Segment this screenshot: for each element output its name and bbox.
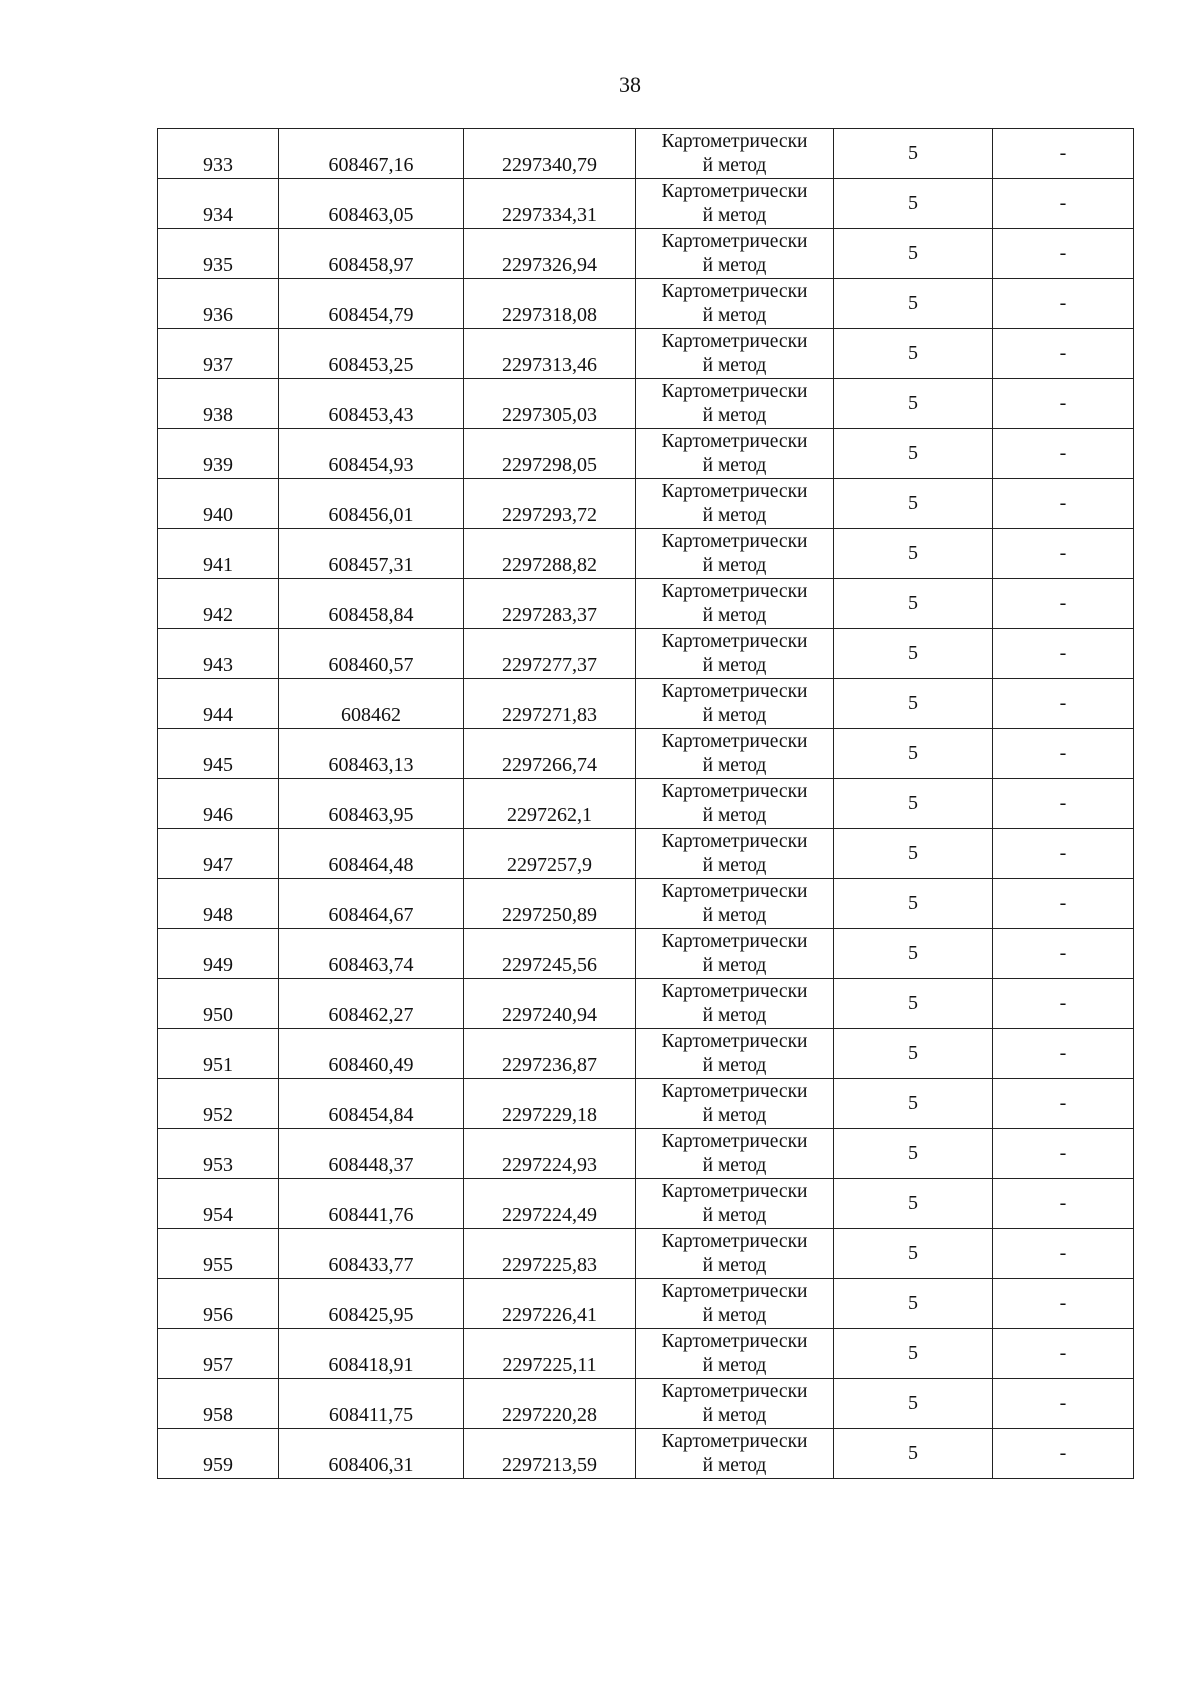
- x-coordinate-cell: 608463,95: [279, 779, 464, 829]
- method-text-line-1: Картометрически: [661, 780, 808, 802]
- method-text-line-2: й метод: [702, 804, 767, 826]
- method-text-line-1: Картометрически: [661, 130, 808, 152]
- y-coordinate-cell: 2297340,79: [464, 129, 636, 179]
- method-text-line-2: й метод: [702, 454, 767, 476]
- accuracy-cell: 5: [834, 1329, 993, 1379]
- method-text-line-2: й метод: [702, 704, 767, 726]
- x-coordinate-cell: 608441,76: [279, 1179, 464, 1229]
- note-cell: -: [993, 629, 1134, 679]
- coordinates-table-body: [158, 129, 1134, 1479]
- point-number-cell: 953: [158, 1129, 279, 1179]
- method-text-line-2: й метод: [702, 1004, 767, 1026]
- accuracy-cell: 5: [834, 779, 993, 829]
- method-text-line-1: Картометрически: [661, 480, 808, 502]
- x-coordinate-cell: 608456,01: [279, 479, 464, 529]
- note-cell: -: [993, 1329, 1134, 1379]
- method-cell: [636, 679, 834, 729]
- note-cell: -: [993, 1179, 1134, 1229]
- note-cell: -: [993, 329, 1134, 379]
- note-cell: -: [993, 829, 1134, 879]
- method-text-line-2: й метод: [702, 504, 767, 526]
- method-cell: [636, 529, 834, 579]
- point-number-cell: 955: [158, 1229, 279, 1279]
- x-coordinate-cell: 608462: [279, 679, 464, 729]
- method-text-line-1: Картометрически: [661, 230, 808, 252]
- note-cell: -: [993, 579, 1134, 629]
- method-text-line-2: й метод: [702, 1404, 767, 1426]
- accuracy-cell: 5: [834, 179, 993, 229]
- point-number-cell: 943: [158, 629, 279, 679]
- y-coordinate-cell: 2297225,83: [464, 1229, 636, 1279]
- y-coordinate-cell: 2297240,94: [464, 979, 636, 1029]
- point-number-cell: 948: [158, 879, 279, 929]
- y-coordinate-cell: 2297298,05: [464, 429, 636, 479]
- method-cell: [636, 1379, 834, 1429]
- point-number-cell: 944: [158, 679, 279, 729]
- method-text-line-1: Картометрически: [661, 1230, 808, 1252]
- table-row: [158, 429, 1134, 479]
- accuracy-cell: 5: [834, 729, 993, 779]
- accuracy-cell: 5: [834, 1079, 993, 1129]
- table-row: [158, 179, 1134, 229]
- method-text-line-1: Картометрически: [661, 1030, 808, 1052]
- x-coordinate-cell: 608411,75: [279, 1379, 464, 1429]
- note-cell: -: [993, 779, 1134, 829]
- method-text-line-2: й метод: [702, 1204, 767, 1226]
- note-cell: -: [993, 229, 1134, 279]
- point-number-cell: 950: [158, 979, 279, 1029]
- method-cell: [636, 1329, 834, 1379]
- method-cell: [636, 229, 834, 279]
- table-row: [158, 829, 1134, 879]
- method-cell: [636, 1429, 834, 1479]
- method-cell: [636, 829, 834, 879]
- note-cell: -: [993, 179, 1134, 229]
- accuracy-cell: 5: [834, 1029, 993, 1079]
- table-row: [158, 1029, 1134, 1079]
- x-coordinate-cell: 608464,67: [279, 879, 464, 929]
- method-text-line-1: Картометрически: [661, 1130, 808, 1152]
- y-coordinate-cell: 2297277,37: [464, 629, 636, 679]
- table-row: [158, 1229, 1134, 1279]
- x-coordinate-cell: 608458,84: [279, 579, 464, 629]
- method-text-line-2: й метод: [702, 954, 767, 976]
- x-coordinate-cell: 608457,31: [279, 529, 464, 579]
- method-text-line-1: Картометрически: [661, 1180, 808, 1202]
- method-text-line-1: Картометрически: [661, 530, 808, 552]
- accuracy-cell: 5: [834, 879, 993, 929]
- method-cell: [636, 779, 834, 829]
- table-row: [158, 679, 1134, 729]
- point-number-cell: 952: [158, 1079, 279, 1129]
- point-number-cell: 946: [158, 779, 279, 829]
- table-row: [158, 729, 1134, 779]
- y-coordinate-cell: 2297271,83: [464, 679, 636, 729]
- y-coordinate-cell: 2297229,18: [464, 1079, 636, 1129]
- table-row: [158, 929, 1134, 979]
- x-coordinate-cell: 608463,74: [279, 929, 464, 979]
- method-text-line-1: Картометрически: [661, 680, 808, 702]
- y-coordinate-cell: 2297213,59: [464, 1429, 636, 1479]
- y-coordinate-cell: 2297236,87: [464, 1029, 636, 1079]
- point-number-cell: 934: [158, 179, 279, 229]
- x-coordinate-cell: 608458,97: [279, 229, 464, 279]
- method-text-line-1: Картометрически: [661, 880, 808, 902]
- y-coordinate-cell: 2297293,72: [464, 479, 636, 529]
- method-cell: [636, 379, 834, 429]
- accuracy-cell: 5: [834, 629, 993, 679]
- method-cell: [636, 1229, 834, 1279]
- table-row: [158, 579, 1134, 629]
- x-coordinate-cell: 608460,49: [279, 1029, 464, 1079]
- note-cell: -: [993, 879, 1134, 929]
- table-row: [158, 779, 1134, 829]
- method-text-line-1: Картометрически: [661, 330, 808, 352]
- method-text-line-2: й метод: [702, 254, 767, 276]
- y-coordinate-cell: 2297250,89: [464, 879, 636, 929]
- point-number-cell: 938: [158, 379, 279, 429]
- method-text-line-2: й метод: [702, 604, 767, 626]
- x-coordinate-cell: 608463,05: [279, 179, 464, 229]
- y-coordinate-cell: 2297257,9: [464, 829, 636, 879]
- y-coordinate-cell: 2297283,37: [464, 579, 636, 629]
- point-number-cell: 942: [158, 579, 279, 629]
- table-row: [158, 379, 1134, 429]
- method-cell: [636, 429, 834, 479]
- x-coordinate-cell: 608453,25: [279, 329, 464, 379]
- x-coordinate-cell: 608406,31: [279, 1429, 464, 1479]
- method-text-line-1: Картометрически: [661, 280, 808, 302]
- note-cell: -: [993, 1429, 1134, 1479]
- note-cell: -: [993, 1379, 1134, 1429]
- accuracy-cell: 5: [834, 329, 993, 379]
- method-text-line-2: й метод: [702, 1454, 767, 1476]
- accuracy-cell: 5: [834, 229, 993, 279]
- note-cell: -: [993, 929, 1134, 979]
- method-cell: [636, 1129, 834, 1179]
- method-cell: [636, 929, 834, 979]
- accuracy-cell: 5: [834, 479, 993, 529]
- point-number-cell: 937: [158, 329, 279, 379]
- x-coordinate-cell: 608425,95: [279, 1279, 464, 1329]
- x-coordinate-cell: 608460,57: [279, 629, 464, 679]
- y-coordinate-cell: 2297224,93: [464, 1129, 636, 1179]
- y-coordinate-cell: 2297226,41: [464, 1279, 636, 1329]
- method-text-line-1: Картометрически: [661, 930, 808, 952]
- point-number-cell: 958: [158, 1379, 279, 1429]
- method-cell: [636, 1079, 834, 1129]
- method-text-line-1: Картометрически: [661, 180, 808, 202]
- accuracy-cell: 5: [834, 1379, 993, 1429]
- table-row: [158, 1129, 1134, 1179]
- note-cell: -: [993, 529, 1134, 579]
- table-row: [158, 329, 1134, 379]
- table-row: [158, 1279, 1134, 1329]
- method-text-line-1: Картометрически: [661, 1280, 808, 1302]
- table-row: [158, 879, 1134, 929]
- accuracy-cell: 5: [834, 429, 993, 479]
- method-text-line-1: Картометрически: [661, 630, 808, 652]
- point-number-cell: 954: [158, 1179, 279, 1229]
- x-coordinate-cell: 608453,43: [279, 379, 464, 429]
- method-text-line-2: й метод: [702, 754, 767, 776]
- table-row: [158, 1329, 1134, 1379]
- method-cell: [636, 1029, 834, 1079]
- method-text-line-1: Картометрически: [661, 580, 808, 602]
- note-cell: -: [993, 479, 1134, 529]
- x-coordinate-cell: 608464,48: [279, 829, 464, 879]
- table-row: [158, 1079, 1134, 1129]
- point-number-cell: 945: [158, 729, 279, 779]
- method-text-line-1: Картометрически: [661, 380, 808, 402]
- method-text-line-2: й метод: [702, 404, 767, 426]
- point-number-cell: 939: [158, 429, 279, 479]
- note-cell: -: [993, 1229, 1134, 1279]
- y-coordinate-cell: 2297326,94: [464, 229, 636, 279]
- method-text-line-2: й метод: [702, 654, 767, 676]
- method-text-line-2: й метод: [702, 554, 767, 576]
- y-coordinate-cell: 2297224,49: [464, 1179, 636, 1229]
- accuracy-cell: 5: [834, 979, 993, 1029]
- accuracy-cell: 5: [834, 679, 993, 729]
- x-coordinate-cell: 608418,91: [279, 1329, 464, 1379]
- accuracy-cell: 5: [834, 129, 993, 179]
- accuracy-cell: 5: [834, 1129, 993, 1179]
- y-coordinate-cell: 2297262,1: [464, 779, 636, 829]
- note-cell: -: [993, 729, 1134, 779]
- accuracy-cell: 5: [834, 829, 993, 879]
- x-coordinate-cell: 608454,93: [279, 429, 464, 479]
- table-row: [158, 629, 1134, 679]
- point-number-cell: 959: [158, 1429, 279, 1479]
- point-number-cell: 941: [158, 529, 279, 579]
- table-row: [158, 129, 1134, 179]
- method-text-line-2: й метод: [702, 1154, 767, 1176]
- method-text-line-1: Картометрически: [661, 1380, 808, 1402]
- method-text-line-2: й метод: [702, 354, 767, 376]
- method-cell: [636, 129, 834, 179]
- note-cell: -: [993, 379, 1134, 429]
- method-text-line-2: й метод: [702, 1054, 767, 1076]
- table-row: [158, 1179, 1134, 1229]
- method-cell: [636, 879, 834, 929]
- y-coordinate-cell: 2297305,03: [464, 379, 636, 429]
- accuracy-cell: 5: [834, 279, 993, 329]
- method-text-line-1: Картометрически: [661, 730, 808, 752]
- method-cell: [636, 629, 834, 679]
- method-cell: [636, 579, 834, 629]
- x-coordinate-cell: 608462,27: [279, 979, 464, 1029]
- note-cell: -: [993, 1029, 1134, 1079]
- x-coordinate-cell: 608454,84: [279, 1079, 464, 1129]
- method-text-line-2: й метод: [702, 154, 767, 176]
- y-coordinate-cell: 2297313,46: [464, 329, 636, 379]
- y-coordinate-cell: 2297334,31: [464, 179, 636, 229]
- method-cell: [636, 329, 834, 379]
- x-coordinate-cell: 608463,13: [279, 729, 464, 779]
- accuracy-cell: 5: [834, 1229, 993, 1279]
- point-number-cell: 933: [158, 129, 279, 179]
- method-text-line-2: й метод: [702, 854, 767, 876]
- x-coordinate-cell: 608467,16: [279, 129, 464, 179]
- table-row: [158, 229, 1134, 279]
- note-cell: -: [993, 279, 1134, 329]
- point-number-cell: 957: [158, 1329, 279, 1379]
- x-coordinate-cell: 608454,79: [279, 279, 464, 329]
- point-number-cell: 947: [158, 829, 279, 879]
- method-text-line-2: й метод: [702, 1304, 767, 1326]
- method-text-line-1: Картометрически: [661, 830, 808, 852]
- accuracy-cell: 5: [834, 1429, 993, 1479]
- method-text-line-1: Картометрически: [661, 1080, 808, 1102]
- table-row: [158, 279, 1134, 329]
- coordinates-table: [157, 128, 1134, 1479]
- note-cell: -: [993, 129, 1134, 179]
- point-number-cell: 956: [158, 1279, 279, 1329]
- method-text-line-2: й метод: [702, 1354, 767, 1376]
- method-text-line-2: й метод: [702, 304, 767, 326]
- point-number-cell: 949: [158, 929, 279, 979]
- page-number: 38: [619, 72, 641, 97]
- table-row: [158, 529, 1134, 579]
- table-row: [158, 479, 1134, 529]
- accuracy-cell: 5: [834, 379, 993, 429]
- method-text-line-1: Картометрически: [661, 1330, 808, 1352]
- y-coordinate-cell: 2297288,82: [464, 529, 636, 579]
- y-coordinate-cell: 2297245,56: [464, 929, 636, 979]
- note-cell: -: [993, 979, 1134, 1029]
- table-row: [158, 979, 1134, 1029]
- note-cell: -: [993, 1079, 1134, 1129]
- table-row: [158, 1379, 1134, 1429]
- point-number-cell: 935: [158, 229, 279, 279]
- y-coordinate-cell: 2297220,28: [464, 1379, 636, 1429]
- method-cell: [636, 479, 834, 529]
- method-cell: [636, 1279, 834, 1329]
- accuracy-cell: 5: [834, 529, 993, 579]
- accuracy-cell: 5: [834, 1279, 993, 1329]
- point-number-cell: 936: [158, 279, 279, 329]
- method-text-line-2: й метод: [702, 904, 767, 926]
- note-cell: -: [993, 429, 1134, 479]
- table-row: [158, 1429, 1134, 1479]
- note-cell: -: [993, 1279, 1134, 1329]
- y-coordinate-cell: 2297318,08: [464, 279, 636, 329]
- method-text-line-2: й метод: [702, 1254, 767, 1276]
- method-text-line-2: й метод: [702, 1104, 767, 1126]
- y-coordinate-cell: 2297225,11: [464, 1329, 636, 1379]
- y-coordinate-cell: 2297266,74: [464, 729, 636, 779]
- accuracy-cell: 5: [834, 929, 993, 979]
- point-number-cell: 940: [158, 479, 279, 529]
- method-cell: [636, 179, 834, 229]
- method-text-line-1: Картометрически: [661, 980, 808, 1002]
- x-coordinate-cell: 608433,77: [279, 1229, 464, 1279]
- method-cell: [636, 1179, 834, 1229]
- method-text-line-2: й метод: [702, 204, 767, 226]
- method-cell: [636, 979, 834, 1029]
- note-cell: -: [993, 1129, 1134, 1179]
- method-cell: [636, 729, 834, 779]
- accuracy-cell: 5: [834, 1179, 993, 1229]
- method-text-line-1: Картометрически: [661, 1430, 808, 1452]
- method-cell: [636, 279, 834, 329]
- accuracy-cell: 5: [834, 579, 993, 629]
- note-cell: -: [993, 679, 1134, 729]
- point-number-cell: 951: [158, 1029, 279, 1079]
- method-text-line-1: Картометрически: [661, 430, 808, 452]
- x-coordinate-cell: 608448,37: [279, 1129, 464, 1179]
